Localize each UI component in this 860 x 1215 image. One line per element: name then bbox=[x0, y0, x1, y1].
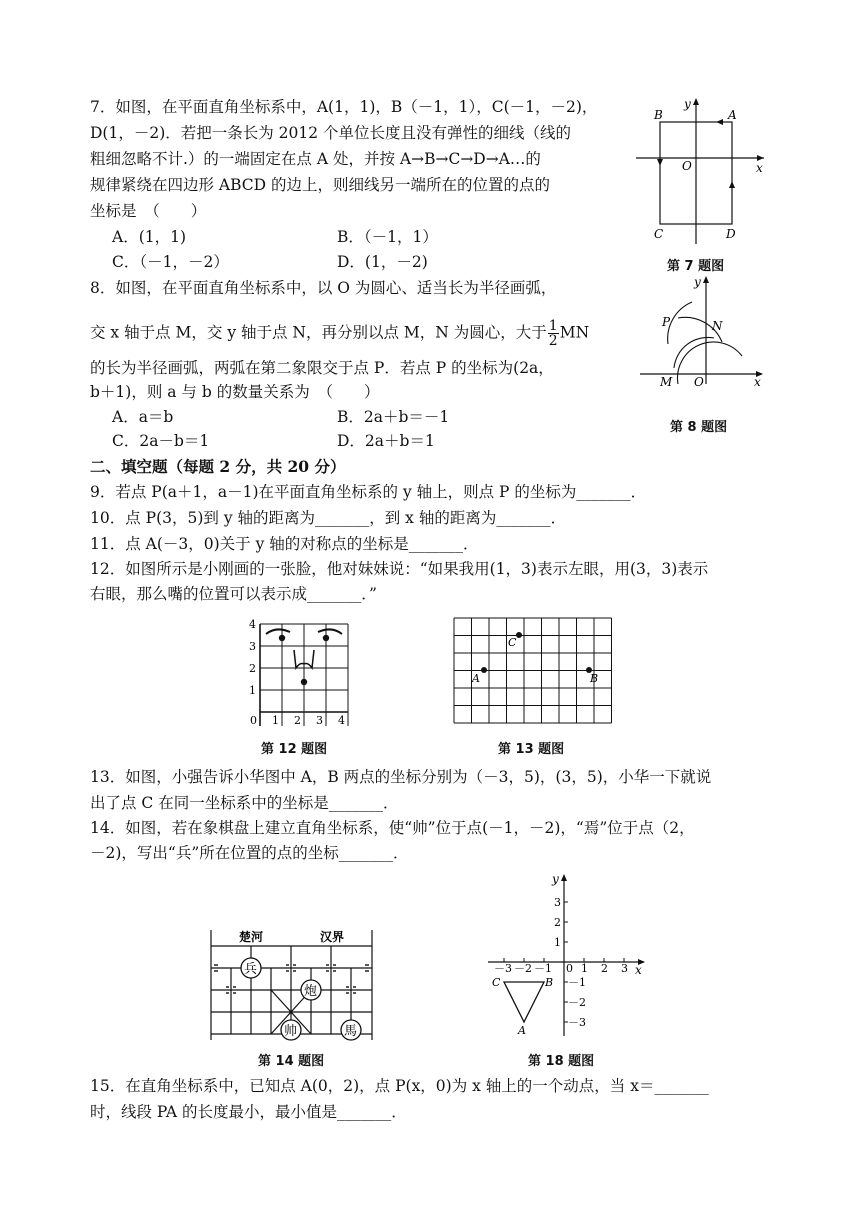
q8-fraction-numerator: 1 bbox=[548, 318, 558, 334]
q8-line-1: 8．如图，在平面直角坐标系中，以 O 为圆心、适当长为半径画弧， bbox=[90, 279, 557, 297]
q18-fig-ytick-2: 2 bbox=[554, 916, 561, 929]
q7-line-2: D(1，－2)．若把一条长为 2012 个单位长度且没有弹性的细线（线的 bbox=[90, 124, 572, 142]
q12-fig-ytick-1: 1 bbox=[249, 684, 256, 697]
q18-figure bbox=[478, 868, 658, 1040]
q15-line-1: 15．在直角坐标系中，已知点 A(0，2)，点 P(x，0)为 x 轴上的一个动点，当 x＝_______ bbox=[90, 1077, 709, 1095]
q14-fig-river-right: 汉界 bbox=[320, 930, 345, 944]
q7-fig-point-d: D bbox=[726, 227, 736, 241]
q8-line-4: b＋1)，则 a 与 b 的数量关系为 （ ） bbox=[90, 383, 380, 401]
q12-fig-xtick-2: 2 bbox=[294, 714, 301, 727]
q18-fig-point-c: C bbox=[492, 976, 501, 989]
q8-line-2-mn: MN bbox=[559, 323, 590, 342]
q13-figure-caption: 第 13 题图 bbox=[498, 742, 565, 757]
q13-line-2: 出了点 C 在同一坐标系中的坐标是_______． bbox=[90, 794, 399, 812]
q18-fig-xtick-3: 3 bbox=[621, 962, 628, 975]
q8-option-b: B．2a＋b＝－1 bbox=[337, 408, 450, 426]
q8-option-d: D．2a＋b＝1 bbox=[337, 432, 435, 450]
q7-option-d: D．(1，－2) bbox=[337, 253, 428, 271]
q8-fig-origin-label: O bbox=[694, 375, 704, 389]
q8-figure bbox=[636, 272, 766, 387]
q14-fig-piece-shuai: 帅 bbox=[284, 1024, 298, 1039]
q8-fig-point-n: N bbox=[712, 319, 723, 333]
q7-line-4: 规律紧绕在四边形 ABCD 的边上，则细线另一端所在的位置的点的 bbox=[90, 176, 551, 194]
q18-fig-ytick-neg1: －1 bbox=[568, 976, 586, 989]
q8-fig-point-p: P bbox=[662, 315, 671, 329]
q12-fig-xtick-0: 0 bbox=[250, 714, 257, 727]
q12-fig-xtick-3: 3 bbox=[316, 714, 323, 727]
q18-fig-xtick-1: 1 bbox=[581, 962, 588, 975]
q18-fig-origin-label: 0 bbox=[566, 962, 573, 975]
q14-fig-piece-bing: 兵 bbox=[244, 962, 258, 977]
q7-option-a: A．(1，1) bbox=[112, 228, 187, 246]
q11-text: 11．点 A(－3，0)关于 y 轴的对称点的坐标是_______． bbox=[90, 535, 479, 553]
q18-fig-xtick-neg2: －2 bbox=[514, 962, 532, 975]
q7-fig-origin-label: O bbox=[682, 159, 692, 173]
q12-line-1: 12．如图所示是小刚画的一张脸，他对妹妹说：“如果我用(1，3)表示左眼，用(3，3)表示 bbox=[90, 560, 709, 578]
q7-line-3: 粗细忽略不计.）的一端固定在点 A 处，并按 A→B→C→D→A…的 bbox=[90, 150, 541, 168]
q18-fig-x-label: x bbox=[635, 963, 642, 977]
q7-line-5: 坐标是 （ ） bbox=[90, 202, 207, 220]
q14-figure-caption: 第 14 题图 bbox=[258, 1054, 325, 1069]
q8-line-2 bbox=[90, 319, 589, 348]
q12-fig-ytick-3: 3 bbox=[249, 640, 256, 653]
q7-line-1: 7．如图，在平面直角坐标系中，A(1，1)，B（－1，1），C(－1，－2)， bbox=[90, 98, 598, 116]
q13-fig-point-c: C bbox=[508, 636, 517, 649]
q15-line-2: 时，线段 PA 的长度最小，最小值是_______． bbox=[90, 1103, 407, 1121]
q8-fraction-denominator: 2 bbox=[548, 333, 558, 349]
q18-fig-ytick-neg2: －2 bbox=[568, 996, 586, 1009]
q7-fig-x-label: x bbox=[756, 161, 763, 175]
q18-fig-ytick-1: 1 bbox=[554, 936, 561, 949]
q12-figure-caption: 第 12 题图 bbox=[261, 742, 328, 757]
q8-line-3: 的长为半径画弧，两弧在第二象限交于点 P．若点 P 的坐标为(2a， bbox=[90, 359, 554, 377]
q18-fig-point-b: B bbox=[545, 976, 554, 989]
q18-fig-xtick-neg3: －3 bbox=[494, 962, 512, 975]
q8-fig-y-label: y bbox=[694, 275, 701, 289]
q12-fig-ytick-4: 4 bbox=[249, 618, 256, 631]
q8-option-c: C．2a－b＝1 bbox=[112, 432, 210, 450]
q7-option-b: B．（－1，1） bbox=[337, 228, 438, 246]
q8-fraction bbox=[548, 319, 559, 348]
q13-line-1: 13．如图，小强告诉小华图中 A，B 两点的坐标分别为（－3，5)，(3，5)，小华一下就说 bbox=[90, 768, 712, 786]
q14-line-1: 14．如图，若在象棋盘上建立直角坐标系，使“帅”位于点(－1，－2)，“焉”位于点（2， bbox=[90, 819, 695, 837]
q18-fig-ytick-neg3: －3 bbox=[568, 1016, 586, 1029]
q9-text: 9．若点 P(a＋1，a－1)在平面直角坐标系的 y 轴上，则点 P 的坐标为_______． bbox=[90, 483, 647, 501]
q7-fig-point-c: C bbox=[654, 227, 664, 241]
q8-fig-x-label: x bbox=[754, 375, 761, 389]
q7-fig-point-b: B bbox=[654, 108, 663, 122]
q8-line-2-text: 交 x 轴于点 M，交 y 轴于点 N，再分别以点 M，N 为圆心，大于 bbox=[90, 323, 547, 342]
q12-line-2: 右眼，那么嘴的位置可以表示成_______．” bbox=[90, 585, 377, 603]
q7-figure-caption: 第 7 题图 bbox=[667, 259, 725, 274]
q14-fig-piece-pao: 炮 bbox=[304, 984, 318, 999]
q12-fig-xtick-4: 4 bbox=[338, 714, 345, 727]
q18-fig-xtick-2: 2 bbox=[601, 962, 608, 975]
q13-figure bbox=[450, 618, 610, 726]
q14-fig-river-left: 楚河 bbox=[239, 930, 264, 944]
q7-figure bbox=[636, 96, 766, 246]
q8-option-a: A．a＝b bbox=[112, 408, 174, 426]
q18-figure-caption: 第 18 题图 bbox=[528, 1054, 595, 1069]
q8-fig-point-m: M bbox=[660, 375, 673, 389]
q8-figure-caption: 第 8 题图 bbox=[670, 420, 728, 435]
q18-fig-y-label: y bbox=[552, 872, 559, 886]
q10-text: 10．点 P(3，5)到 y 轴的距离为_______，到 x 轴的距离为_______． bbox=[90, 509, 567, 527]
q7-fig-point-a: A bbox=[728, 108, 737, 122]
q7-option-c: C．（－1，－2） bbox=[112, 253, 229, 271]
q14-figure bbox=[206, 922, 376, 1042]
q18-fig-point-a: A bbox=[518, 1024, 526, 1037]
q7-fig-y-label: y bbox=[684, 97, 691, 111]
q12-fig-xtick-1: 1 bbox=[272, 714, 279, 727]
q13-fig-point-a: A bbox=[472, 672, 480, 685]
q12-figure bbox=[244, 616, 354, 728]
section-2-heading: 二、填空题（每题 2 分，共 20 分） bbox=[90, 457, 346, 476]
q14-line-2: －2)，写出“兵”所在位置的点的坐标_______． bbox=[90, 844, 409, 862]
q18-fig-ytick-3: 3 bbox=[554, 896, 561, 909]
q14-fig-piece-ma: 馬 bbox=[344, 1024, 358, 1039]
q18-fig-xtick-neg1: －1 bbox=[534, 962, 552, 975]
q13-fig-point-b: B bbox=[590, 672, 599, 685]
q12-fig-ytick-2: 2 bbox=[249, 662, 256, 675]
